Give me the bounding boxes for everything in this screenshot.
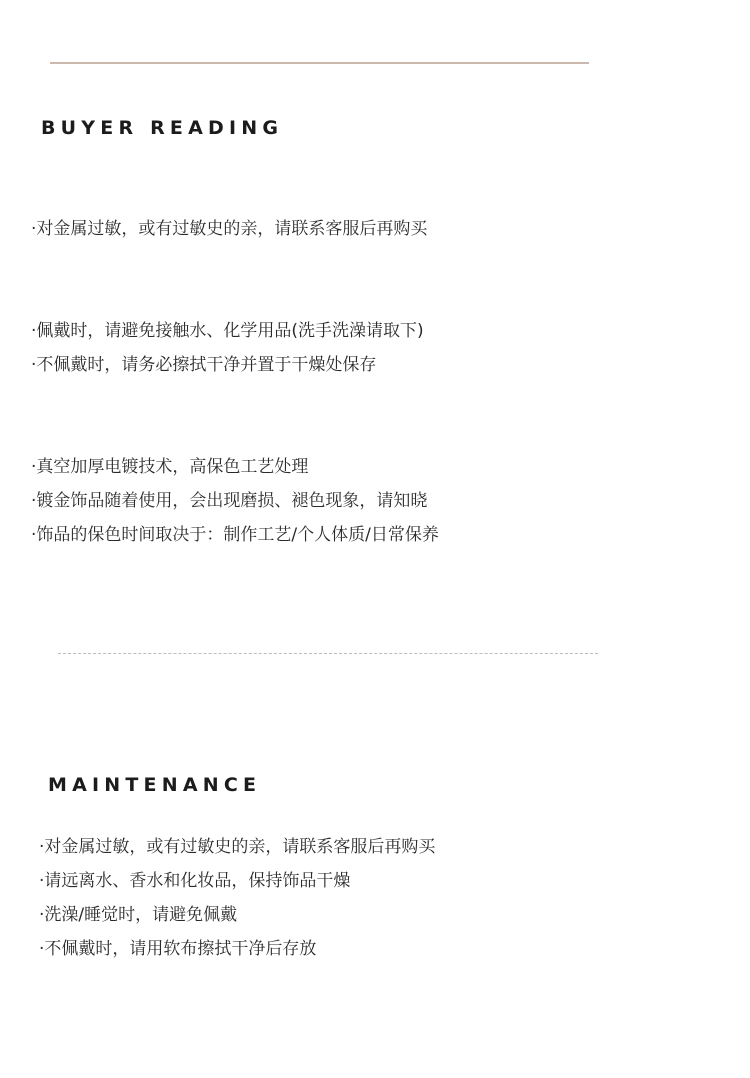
buyer-reading-title: BUYER READING — [41, 117, 284, 139]
buyer-reading-item: ·镀金饰品随着使用，会出现磨损、褪色现象，请知晓 — [31, 491, 428, 511]
maintenance-item: ·对金属过敏，或有过敏史的亲，请联系客服后再购买 — [39, 837, 436, 857]
buyer-reading-item: ·佩戴时，请避免接触水、化学用品(洗手洗澡请取下) — [31, 321, 424, 341]
buyer-reading-item: ·真空加厚电镀技术，高保色工艺处理 — [31, 457, 309, 477]
maintenance-title: MAINTENANCE — [48, 774, 262, 796]
buyer-reading-item: ·对金属过敏，或有过敏史的亲，请联系客服后再购买 — [31, 219, 428, 239]
maintenance-item: ·不佩戴时，请用软布擦拭干净后存放 — [39, 939, 317, 959]
maintenance-item: ·请远离水、香水和化妆品，保持饰品干燥 — [39, 871, 351, 891]
buyer-reading-item: ·不佩戴时，请务必擦拭干净并置于干燥处保存 — [31, 355, 377, 375]
section-divider — [58, 653, 598, 654]
buyer-reading-item: ·饰品的保色时间取决于：制作工艺/个人体质/日常保养 — [31, 525, 439, 545]
maintenance-item: ·洗澡/睡觉时，请避免佩戴 — [39, 905, 238, 925]
top-divider — [50, 62, 589, 64]
